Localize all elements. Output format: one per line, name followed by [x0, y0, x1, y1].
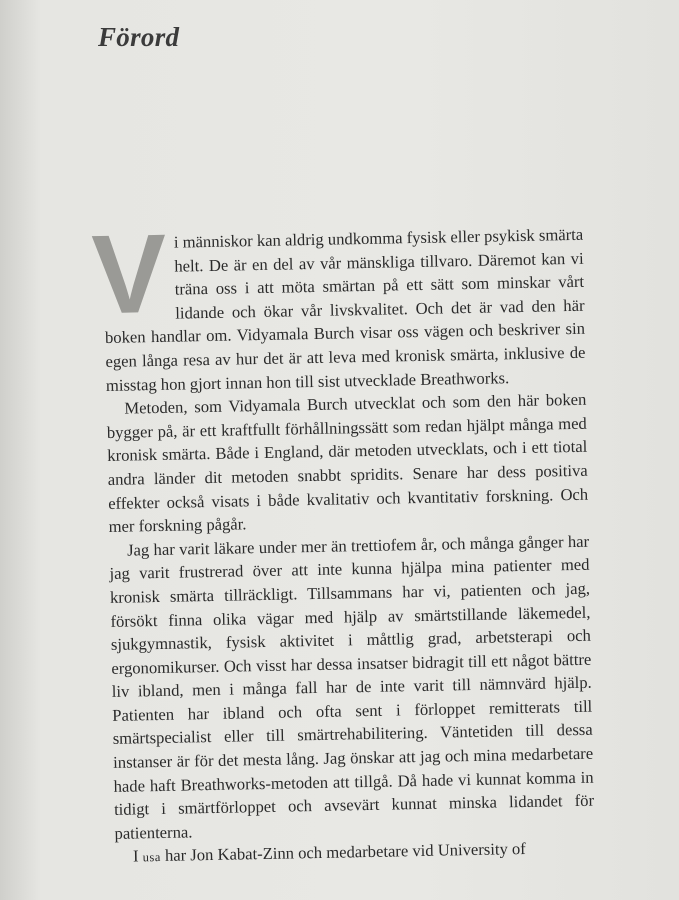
paragraph-4-rest: har Jon Kabat-Zinn och medarbetare vid University of: [164, 839, 526, 866]
drop-cap: V: [90, 210, 168, 338]
paragraph-4-start: I: [132, 846, 139, 866]
paragraph-2: Metoden, som Vidyamala Burch utvecklat och som den här boken bygger på, är ett kraftfullt förhållningssätt som redan hjälpt många med kronisk smärta. Både i England, där metoden utvecklats, och i ett tiotal andra länder dit metoden snabbt spridits. Senare har dess positiva effekter också visats i både kvalitativ och kvantitativ forskning. Och mer forskning pågår.: [106, 389, 589, 537]
chapter-heading: Förord: [98, 22, 180, 52]
body-text: [90, 210, 595, 871]
abbreviation-usa: usa: [142, 850, 162, 865]
paragraph-1: [90, 210, 586, 397]
paragraph-1-text: i människor kan aldrig undkomma fysisk eller psykisk smärta helt. De är en del av vår mänskliga tillvaro. Däremot kan vi träna oss i att möta smärtan på ett sätt som minskar vårt lidande och ökar vår livskvalitet. Och det är vad den här boken handlar om. Vidyamala Burch visar oss vägen och beskriver sin egen långa resa av hur det är att leva med kronisk smärta, inklusive de misstag hon gjort innan hon till sist utvecklade Breathworks.: [104, 224, 586, 395]
paragraph-3: Jag har varit läkare under mer än trettiofem år, och många gånger har jag varit frustrerad över att inte kunna hjälpa mina patienter med kronisk smärta tillräckligt. Tillsammans har vi, patienten och jag, försökt finna olika vägar med hjälp av smärtstillande läkemedel, sjukgymnastik, fysisk aktivitet i måttlig grad, arbetsterapi och ergonomikurser. Och visst har dessa insatser bidragit till ett något bättre liv ibland, men i många fall har de inte varit till nämnvärd hjälp. Patienten har ibland och ofta sent i förloppet remitterats till smärtspecialist eller till smärtrehabilitering. Väntetiden till dessa instanser är för det mesta lång. Jag önskar att jag och mina medarbetare hade haft Breathworks-metoden att tillgå. Då hade vi kunnat komma in tidigt i smärtförloppet och avsevärt kunnat minska lidandet för patienterna.: [109, 531, 595, 843]
